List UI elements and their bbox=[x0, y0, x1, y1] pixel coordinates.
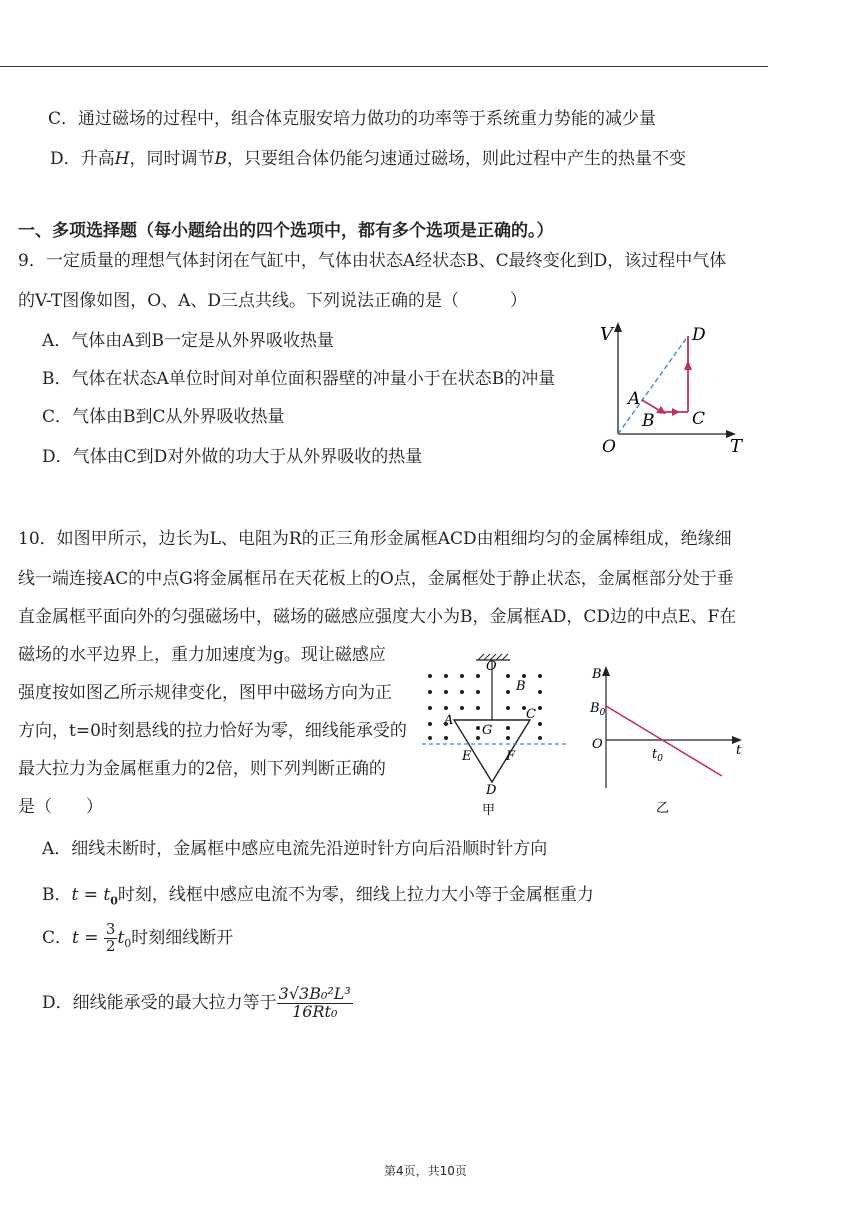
jia-caption: 甲 bbox=[482, 803, 496, 818]
q10-stem-line5: 强度按如图乙所示规律变化，图甲中磁场方向为正 bbox=[18, 683, 392, 703]
q10-stem-line8: 是（ ） bbox=[18, 797, 103, 817]
q10-stem-line6: 方向，t=0时刻悬线的拉力恰好为零，细线能承受的 bbox=[18, 721, 407, 741]
q10-figure-yi bbox=[588, 662, 758, 818]
q10-option-a: A．细线未断时，金属框中感应电流先沿逆时针方向后沿顺时针方向 bbox=[42, 839, 548, 859]
point-b-label: B bbox=[642, 411, 655, 431]
point-c-label: C bbox=[692, 409, 706, 429]
q9-stem-line2: 的V-T图像如图，O、A、D三点共线。下列说法正确的是（ ） bbox=[18, 291, 528, 311]
q9-option-d: D．气体由C到D对外做的功大于从外界吸收的热量 bbox=[42, 447, 423, 467]
q9-option-c: C．气体由B到C从外界吸收热量 bbox=[42, 407, 285, 427]
fraction-3-2: $\frac{3}{2}$ bbox=[105, 920, 116, 955]
jia-label-c: C bbox=[526, 707, 536, 722]
jia-label-f: F bbox=[506, 749, 516, 764]
jia-label-a: A bbox=[444, 713, 454, 728]
arrow-bc bbox=[672, 408, 680, 416]
section-title: 一、多项选择题（每小题给出的四个选项中，都有多个选项是正确的。） bbox=[18, 221, 554, 241]
jia-label-o: O bbox=[486, 659, 497, 674]
yi-caption: 乙 bbox=[656, 801, 670, 816]
point-a-label: A bbox=[628, 389, 641, 409]
b-t-line bbox=[606, 706, 722, 776]
q9-option-a: A．气体由A到B一定是从外界吸收热量 bbox=[42, 331, 335, 351]
jia-label-g: G bbox=[482, 723, 493, 738]
origin-label: O bbox=[602, 437, 616, 457]
prev-option-c: C．通过磁场的过程中，组合体克服安培力做功的功率等于系统重力势能的减少量 bbox=[48, 109, 657, 129]
q10-option-c: C．t = $\frac{3}{2}$ $t_0$时刻细线断开 bbox=[42, 920, 234, 955]
yi-t0-label: $t_0$ bbox=[652, 747, 663, 764]
q9-stem-line1: 9．一定质量的理想气体封闭在气缸中，气体由状态A经状态B、C最终变化到D，该过程中气体 bbox=[18, 251, 727, 271]
header-rule bbox=[0, 66, 768, 67]
jia-label-d: D bbox=[486, 783, 497, 798]
prev-option-d: D．升高H，同时调节B，只要组合体仍能匀速通过磁场，则此过程中产生的热量不变 bbox=[50, 149, 686, 169]
b-axis-arrow bbox=[602, 666, 610, 676]
yi-axis-t: t bbox=[736, 743, 742, 758]
q10-stem-line4: 磁场的水平边界上，重力加速度为g。现让磁感应 bbox=[18, 645, 386, 665]
jia-label-b: B bbox=[516, 679, 526, 694]
point-d-label: D bbox=[692, 325, 706, 345]
t-axis-label: T bbox=[730, 436, 743, 457]
page-footer: 第4页，共10页 bbox=[384, 1164, 467, 1178]
arrow-cd bbox=[684, 360, 692, 370]
q10-stem-line2: 线一端连接AC的中点G将金属框吊在天花板上的O点，金属框处于静止状态，金属框部分处于垂 bbox=[18, 569, 734, 589]
q9-option-b: B．气体在状态A单位时间对单位面积器壁的冲量小于在状态B的冲量 bbox=[42, 369, 556, 389]
max-tension-fraction: $\frac{\text{3√3B₀²L³}}{\text{16Rt₀}}$ bbox=[278, 984, 351, 1021]
q10-stem-line3: 直金属框平面向外的匀强磁场中，磁场的磁感应强度大小为B，金属框AD，CD边的中点E、F在 bbox=[18, 607, 737, 627]
v-axis-arrow bbox=[614, 322, 622, 332]
v-axis-label: V bbox=[600, 324, 613, 345]
yi-axis-b: B bbox=[592, 667, 602, 682]
jia-label-e: E bbox=[462, 749, 472, 764]
yi-origin: O bbox=[592, 737, 603, 752]
q10-option-d: D．细线能承受的最大拉力等于 $\frac{\text{3√3B₀²L³}}{\text{16Rt₀}}$ bbox=[42, 984, 351, 1021]
q9-vt-graph bbox=[590, 318, 750, 460]
q10-stem-line1: 10．如图甲所示，边长为L、电阻为R的正三角形金属框ACD由粗细均匀的金属棒组成，绝缘细 bbox=[18, 529, 732, 549]
q10-figure-jia bbox=[420, 652, 570, 818]
q10-stem-line7: 最大拉力为金属框重力的2倍，则下列判断正确的 bbox=[18, 759, 386, 779]
yi-b0-label: $B_0$ bbox=[590, 701, 606, 718]
q10-option-b: B．$t = t_0$时刻，线框中感应电流不为零，细线上拉力大小等于金属框重力 bbox=[42, 885, 594, 908]
